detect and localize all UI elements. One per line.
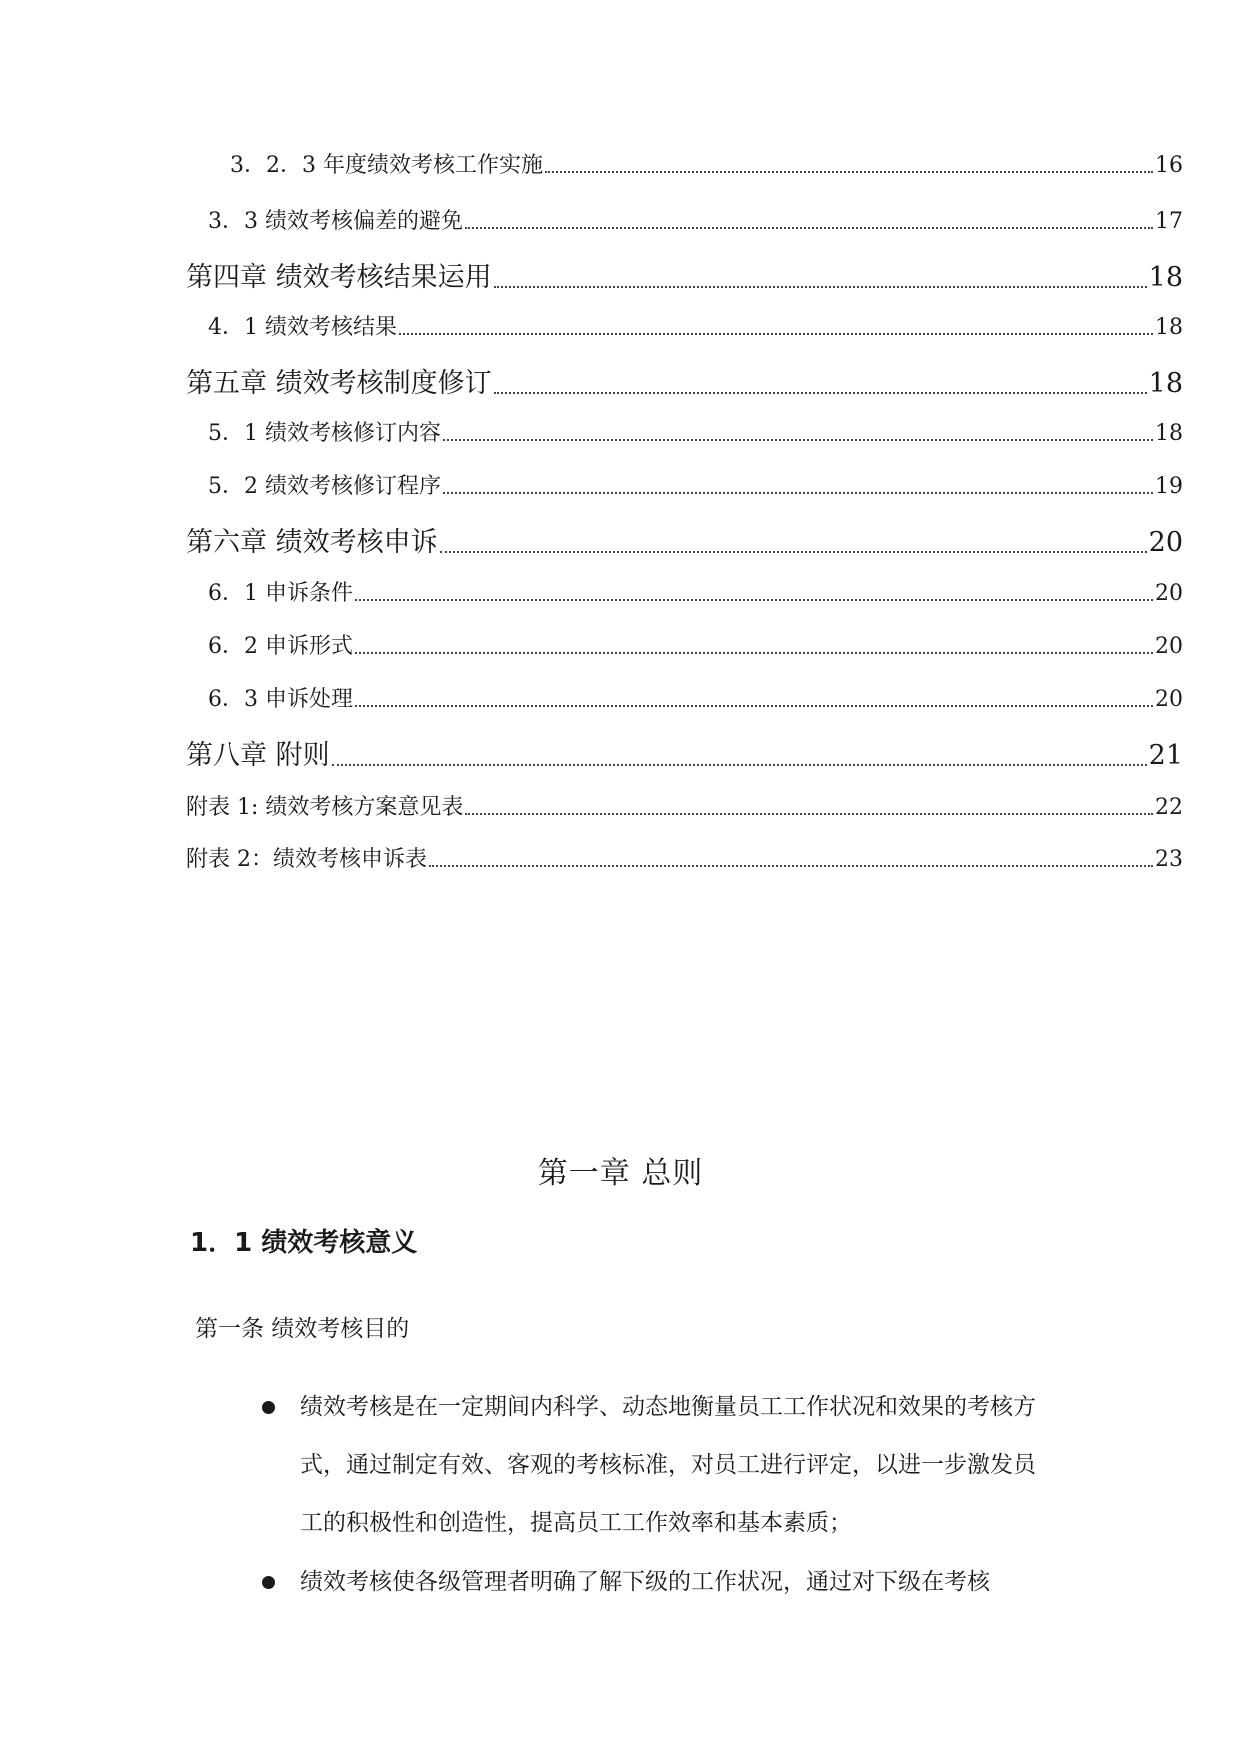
toc-page-number: 20: [1155, 581, 1183, 606]
bullet-item: [262, 1378, 1062, 1552]
toc-page-number: 20: [1155, 687, 1183, 712]
toc-entry[interactable]: [186, 520, 1183, 559]
toc-page-number: 21: [1148, 740, 1183, 771]
toc-page-number: 17: [1155, 209, 1183, 234]
bullet-text: 绩效考核使各级管理者明确了解下级的工作状况，通过对下级在考核: [300, 1569, 990, 1595]
toc-leader: [332, 764, 1147, 766]
chapter-title: 第一章 总则: [537, 1156, 704, 1191]
toc-leader: [465, 227, 1153, 229]
toc-entry[interactable]: [208, 469, 1183, 500]
toc-entry-label: 4．1 绩效考核结果: [208, 315, 397, 340]
toc-leader: [429, 865, 1153, 867]
bullet-text: 绩效考核是在一定期间内科学、动态地衡量员工工作状况和效果的考核方式，通过制定有效、客观的考核标准，对员工进行评定，以进一步激发员工的积极性和创造性，提高员工工作效率和基本素质；: [300, 1394, 1036, 1536]
toc-page-number: 23: [1155, 847, 1183, 872]
section-heading: 1．1 绩效考核意义: [190, 1228, 418, 1258]
toc-entry[interactable]: [186, 733, 1183, 772]
toc-page-number: 19: [1155, 474, 1183, 499]
toc-page-number: 18: [1148, 368, 1183, 399]
toc-entry-label: 第五章 绩效考核制度修订: [186, 368, 492, 399]
toc-entry-label: 3．3 绩效考核偏差的避免: [208, 209, 463, 234]
toc-page-number: 22: [1155, 795, 1183, 820]
toc-entry[interactable]: [230, 148, 1183, 179]
toc-entry-label: 3．2．3 年度绩效考核工作实施: [230, 153, 543, 178]
toc-entry[interactable]: [186, 790, 1183, 821]
toc-entry-label: 第四章 绩效考核结果运用: [186, 262, 492, 293]
toc-entry-label: 6．1 申诉条件: [208, 581, 353, 606]
toc-entry-label: 附表 2：绩效考核申诉表: [186, 847, 427, 872]
toc-entry-label: 6．3 申诉处理: [208, 687, 353, 712]
toc-leader: [465, 813, 1153, 815]
toc-entry[interactable]: [208, 310, 1183, 341]
bullet-dot-icon: [262, 1401, 275, 1414]
toc-leader: [440, 551, 1147, 553]
toc-entry[interactable]: [208, 682, 1183, 713]
toc-entry-label: 6．2 申诉形式: [208, 634, 353, 659]
toc-entry-label: 第八章 附则: [186, 740, 330, 771]
toc-leader: [443, 439, 1153, 441]
toc-entry[interactable]: [208, 204, 1183, 235]
toc-entry-label: 5．1 绩效考核修订内容: [208, 421, 441, 446]
toc-leader: [355, 599, 1153, 601]
toc-leader: [355, 705, 1153, 707]
toc-page-number: 20: [1155, 634, 1183, 659]
article-title: 第一条 绩效考核目的: [195, 1316, 410, 1342]
toc-entry[interactable]: [208, 416, 1183, 447]
toc-entry-label: 5．2 绩效考核修订程序: [208, 474, 441, 499]
bullet-item: [262, 1553, 1062, 1611]
toc-page-number: 18: [1155, 421, 1183, 446]
toc-entry[interactable]: [186, 842, 1183, 873]
bullet-dot-icon: [262, 1576, 275, 1589]
toc-entry[interactable]: [208, 629, 1183, 660]
toc-leader: [494, 392, 1147, 394]
toc-entry[interactable]: [208, 576, 1183, 607]
toc-page-number: 20: [1148, 527, 1183, 558]
toc-entry-label: 附表 1: 绩效考核方案意见表: [186, 795, 464, 820]
toc-leader: [399, 333, 1153, 335]
toc-entry[interactable]: [186, 361, 1183, 400]
toc-page-number: 18: [1155, 315, 1183, 340]
toc-entry[interactable]: [186, 255, 1183, 294]
toc-entry-label: 第六章 绩效考核申诉: [186, 527, 438, 558]
toc-leader: [443, 492, 1153, 494]
toc-page-number: 16: [1155, 153, 1183, 178]
toc-leader: [494, 286, 1147, 288]
toc-leader: [545, 171, 1153, 173]
toc-leader: [355, 652, 1153, 654]
toc-page-number: 18: [1148, 262, 1183, 293]
